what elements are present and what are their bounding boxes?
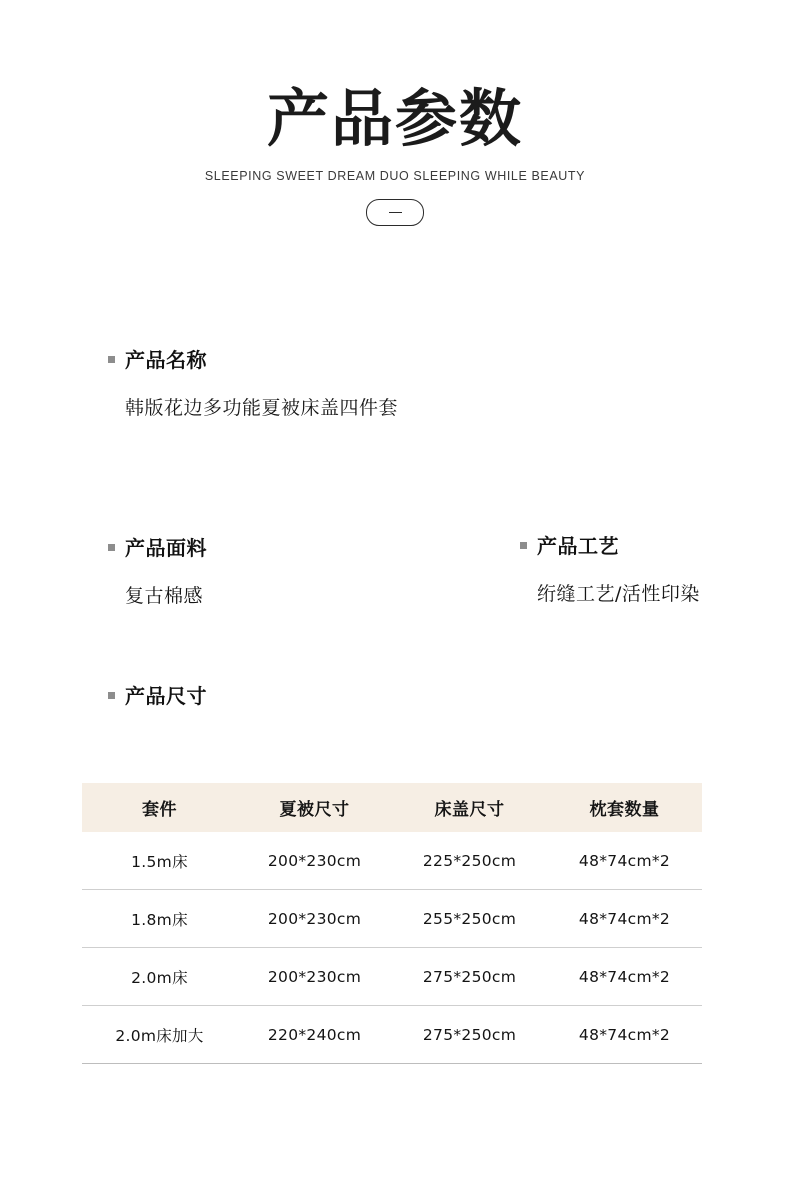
table-row bbox=[82, 1006, 702, 1064]
page-subtitle: SLEEPING SWEET DREAM DUO SLEEPING WHILE BEAUTY bbox=[204, 169, 586, 184]
section-product-name bbox=[108, 344, 398, 420]
table-cell: 200*230cm bbox=[237, 948, 392, 1006]
table-row bbox=[82, 832, 702, 890]
page-header bbox=[0, 0, 790, 226]
size-table-head bbox=[82, 783, 702, 832]
section-product-name-label: 产品名称 bbox=[125, 348, 207, 372]
size-table bbox=[82, 783, 702, 1064]
square-bullet-icon bbox=[108, 356, 115, 363]
table-cell: 48*74cm*2 bbox=[547, 890, 702, 948]
dash-icon bbox=[389, 212, 402, 214]
table-col-header: 床盖尺寸 bbox=[392, 783, 547, 832]
section-fabric-label: 产品面料 bbox=[125, 536, 207, 560]
table-cell: 200*230cm bbox=[237, 832, 392, 890]
table-col-header: 枕套数量 bbox=[547, 783, 702, 832]
table-cell: 1.8m床 bbox=[82, 890, 237, 948]
table-cell: 48*74cm*2 bbox=[547, 1006, 702, 1064]
section-size bbox=[108, 680, 207, 709]
section-size-label: 产品尺寸 bbox=[125, 684, 207, 708]
table-cell: 275*250cm bbox=[392, 948, 547, 1006]
section-craft-label: 产品工艺 bbox=[537, 534, 619, 558]
section-craft bbox=[520, 530, 700, 606]
table-cell: 2.0m床 bbox=[82, 948, 237, 1006]
section-size-header bbox=[108, 680, 207, 709]
page-title: 产品参数 bbox=[266, 82, 523, 155]
table-cell: 2.0m床加大 bbox=[82, 1006, 237, 1064]
pill-shape bbox=[366, 199, 424, 226]
square-bullet-icon bbox=[520, 542, 527, 549]
table-cell: 1.5m床 bbox=[82, 832, 237, 890]
table-col-header: 套件 bbox=[82, 783, 237, 832]
table-row bbox=[82, 948, 702, 1006]
divider-ornament bbox=[0, 199, 790, 226]
section-fabric bbox=[108, 532, 207, 608]
table-cell: 225*250cm bbox=[392, 832, 547, 890]
section-product-name-header bbox=[108, 344, 398, 373]
table-row bbox=[82, 890, 702, 948]
table-header-row bbox=[82, 783, 702, 832]
section-fabric-header bbox=[108, 532, 207, 561]
table-cell: 200*230cm bbox=[237, 890, 392, 948]
section-craft-value: 绗缝工艺/活性印染 bbox=[537, 583, 700, 605]
section-craft-header bbox=[520, 530, 700, 559]
size-table-body bbox=[82, 832, 702, 1064]
table-col-header: 夏被尺寸 bbox=[237, 783, 392, 832]
section-product-name-value: 韩版花边多功能夏被床盖四件套 bbox=[125, 397, 399, 419]
square-bullet-icon bbox=[108, 692, 115, 699]
section-fabric-value: 复古棉感 bbox=[125, 585, 204, 607]
table-cell: 255*250cm bbox=[392, 890, 547, 948]
table-cell: 275*250cm bbox=[392, 1006, 547, 1064]
size-table-wrapper bbox=[82, 783, 702, 1064]
table-cell: 48*74cm*2 bbox=[547, 948, 702, 1006]
table-cell: 220*240cm bbox=[237, 1006, 392, 1064]
table-cell: 48*74cm*2 bbox=[547, 832, 702, 890]
square-bullet-icon bbox=[108, 544, 115, 551]
